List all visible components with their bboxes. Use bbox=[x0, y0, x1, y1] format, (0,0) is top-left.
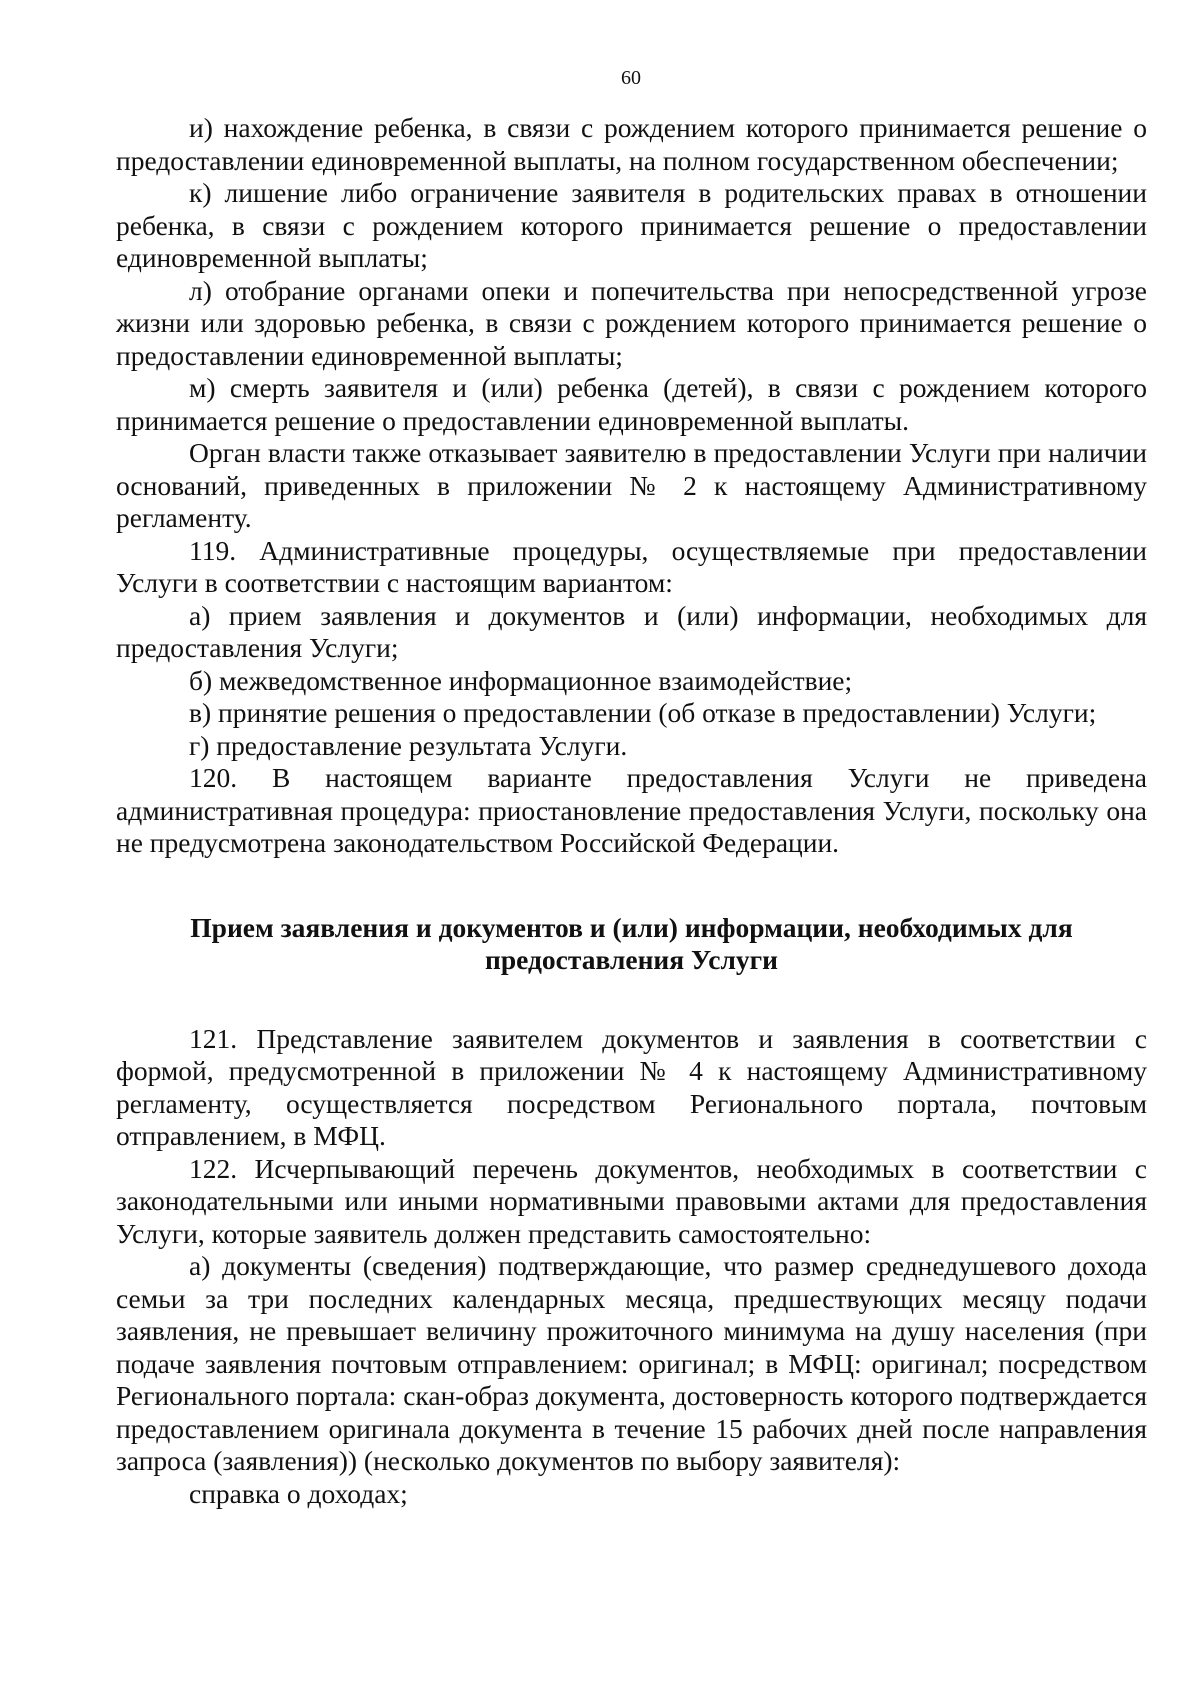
page-number: 60 bbox=[621, 67, 641, 89]
paragraph-refusal: Орган власти также отказывает заявителю в предоставлении Услуги при наличии оснований, приведенных в приложении № 2 к настоящему Административному регламенту. bbox=[116, 437, 1147, 533]
paragraph-120: 120. В настоящем варианте предоставления Услуги не приведена административная процедура: приостановление предоставления Услуги, поскольку она не предусмотрена законодательством Российской Федерации. bbox=[116, 762, 1147, 858]
paragraph-income-certificate: справка о доходах; bbox=[189, 1477, 408, 1509]
paragraph-item-i: и) нахождение ребенка, в связи с рождением которого принимается решение о предоставлении единовременной выплаты, на полном государственном обеспечении; bbox=[116, 112, 1147, 176]
section-heading: Прием заявления и документов и (или) информации, необходимых для предоставления Услуги bbox=[190, 911, 1073, 975]
paragraph-122: 122. Исчерпывающий перечень документов, необходимых в соответствии с законодательными или иными нормативными правовыми актами для предоставления Услуги, которые заявитель должен представить самостоятельно: bbox=[116, 1152, 1147, 1249]
paragraph-119: 119. Административные процедуры, осуществляемые при предоставлении Услуги в соответствии с настоящим вариантом: bbox=[116, 534, 1147, 598]
paragraph-121: 121. Представление заявителем документов и заявления в соответствии с формой, предусмотренной в приложении № 4 к настоящему Административному регламенту, осуществляется посредством Регионального портала, почтовым отправлением, в МФЦ. bbox=[116, 1022, 1147, 1151]
paragraph-item-k: к) лишение либо ограничение заявителя в родительских правах в отношении ребенка, в связи с рождением которого принимается решение о предоставлении единовременной выплаты; bbox=[116, 177, 1147, 273]
paragraph-119-v: в) принятие решения о предоставлении (об отказе в предоставлении) Услуги; bbox=[189, 697, 1097, 728]
paragraph-119-g: г) предоставление результата Услуги. bbox=[189, 729, 628, 761]
paragraph-122-a: а) документы (сведения) подтверждающие, что размер среднедушевого дохода семьи за три последних календарных месяца, предшествующих месяцу подачи заявления, не превышает величину прожиточного минимума на душу населения (при подаче заявления почтовым отправлением: оригинал; в МФЦ: оригинал; посредством Регионального портала: скан-образ документа, достоверность которого подтверждается предоставлением оригинала документа в течение 15 рабочих дней после направления запроса (заявления)) (несколько документов по выбору заявителя): bbox=[116, 1250, 1147, 1476]
paragraph-item-l: л) отобрание органами опеки и попечительства при непосредственной угрозе жизни или здоровью ребенка, в связи с рождением которого принимается решение о предоставлении единовременной выплаты; bbox=[116, 274, 1147, 371]
paragraph-119-a: а) прием заявления и документов и (или) информации, необходимых для предоставления Услуги; bbox=[116, 599, 1147, 663]
paragraph-item-m: м) смерть заявителя и (или) ребенка (детей), в связи с рождением которого принимается решение о предоставлении единовременной выплаты. bbox=[116, 372, 1147, 436]
document-body bbox=[116, 112, 1147, 1510]
paragraph-119-b: б) межведомственное информационное взаимодействие; bbox=[189, 664, 853, 696]
